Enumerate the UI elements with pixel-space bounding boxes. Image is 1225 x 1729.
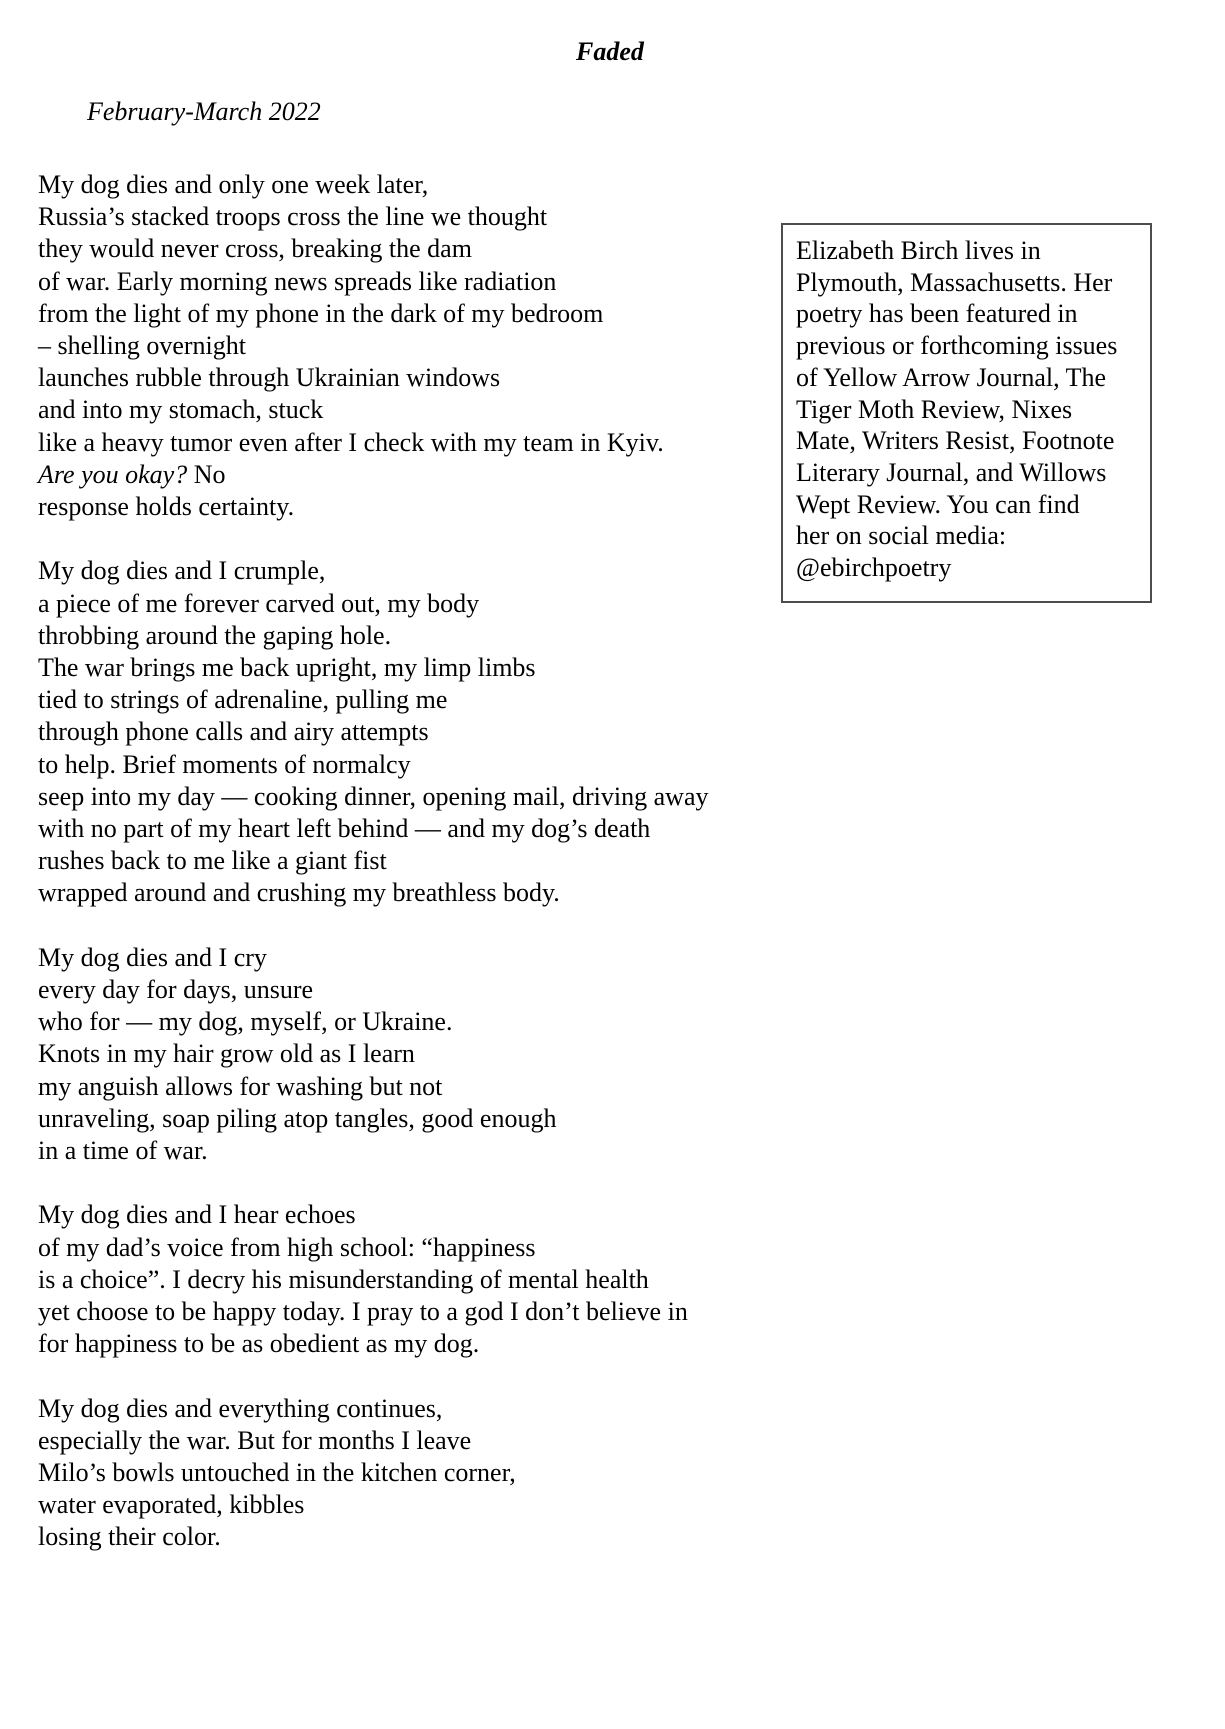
poem-line: in a time of war. <box>38 1136 208 1166</box>
poem-stanza <box>38 942 738 1167</box>
poem-line: and into my stomach, stuck <box>38 395 324 425</box>
bio-line: Wept Review. You can find <box>796 489 1080 519</box>
poem-line: rushes back to me like a giant fist <box>38 846 387 876</box>
poem-line: of war. Early morning news spreads like radiation <box>38 266 557 296</box>
author-bio-text <box>796 235 1142 584</box>
poem-line-italic-segment: Are you okay? <box>38 459 188 489</box>
bio-line: @ebirchpoetry <box>796 553 952 583</box>
bio-line: poetry has been featured in <box>796 299 1078 329</box>
author-bio-box <box>781 223 1152 603</box>
poem-line: My dog dies and only one week later, <box>38 170 429 199</box>
poem-line: of my dad’s voice from high school: “happiness <box>38 1232 536 1262</box>
poem-line: every day for days, unsure <box>38 975 314 1005</box>
poem-line: seep into my day — cooking dinner, opening mail, driving away <box>38 781 709 811</box>
bio-line: of Yellow Arrow Journal, The <box>796 362 1107 392</box>
poem-line: throbbing around the gaping hole. <box>38 620 392 650</box>
poem-line: who for — my dog, myself, or Ukraine. <box>38 1007 453 1037</box>
poem-line: through phone calls and airy attempts <box>38 717 429 747</box>
poem-line: response holds certainty. <box>38 492 295 522</box>
poem-line: from the light of my phone in the dark of my bedroom <box>38 298 604 328</box>
poem-stanza <box>38 169 738 523</box>
poem-line: my anguish allows for washing but not <box>38 1071 443 1101</box>
poem-line: launches rubble through Ukrainian windows <box>38 363 501 393</box>
poem-line: yet choose to be happy today. I pray to a god I don’t believe in <box>38 1297 688 1327</box>
poem-line: a piece of me forever carved out, my body <box>38 588 480 618</box>
bio-line: Mate, Writers Resist, Footnote <box>796 426 1115 456</box>
poem-line <box>38 459 738 491</box>
poem-line: to help. Brief moments of normalcy <box>38 749 411 779</box>
bio-line: Plymouth, Massachusetts. Her <box>796 267 1113 297</box>
poem-line: Milo’s bowls untouched in the kitchen corner, <box>38 1458 516 1488</box>
poem-line: My dog dies and I hear echoes <box>38 1200 356 1230</box>
poem-line: for happiness to be as obedient as my dog. <box>38 1329 480 1359</box>
poem-line: The war brings me back upright, my limp limbs <box>38 653 536 683</box>
bio-line: Literary Journal, and Willows <box>796 457 1107 487</box>
poem-line: like a heavy tumor even after I check with my team in Kyiv. <box>38 427 664 457</box>
poem-line: tied to strings of adrenaline, pulling me <box>38 685 448 715</box>
bio-line: Elizabeth Birch lives in <box>796 236 1041 265</box>
poem-line: especially the war. But for months I leave <box>38 1425 472 1455</box>
poem-line: with no part of my heart left behind — and my dog’s death <box>38 814 651 844</box>
poem-date: February-March 2022 <box>87 97 321 126</box>
bio-line: previous or forthcoming issues <box>796 331 1118 361</box>
poem-stanza <box>38 555 738 909</box>
bio-line: her on social media: <box>796 521 1007 551</box>
poem-line: Russia’s stacked troops cross the line we thought <box>38 202 548 232</box>
poem-stanza <box>38 1393 738 1554</box>
poem-line: water evaporated, kibbles <box>38 1490 305 1520</box>
poem-stanza <box>38 1199 738 1360</box>
poem-title: Faded <box>576 37 644 66</box>
poem-line: losing their color. <box>38 1522 221 1552</box>
poem-line: My dog dies and I cry <box>38 942 267 972</box>
poem-line: is a choice”. I decry his misunderstanding of mental health <box>38 1264 649 1294</box>
poem <box>38 169 738 1554</box>
bio-line: Tiger Moth Review, Nixes <box>796 394 1073 424</box>
poem-line: My dog dies and I crumple, <box>38 556 326 586</box>
poem-line: wrapped around and crushing my breathless body. <box>38 878 560 908</box>
poem-line: My dog dies and everything continues, <box>38 1393 443 1423</box>
poem-line: – shelling overnight <box>38 331 246 361</box>
poem-line-segment: No <box>187 459 226 489</box>
poem-line: unraveling, soap piling atop tangles, good enough <box>38 1103 557 1133</box>
poem-line: they would never cross, breaking the dam <box>38 234 472 264</box>
poem-line: Knots in my hair grow old as I learn <box>38 1039 415 1069</box>
